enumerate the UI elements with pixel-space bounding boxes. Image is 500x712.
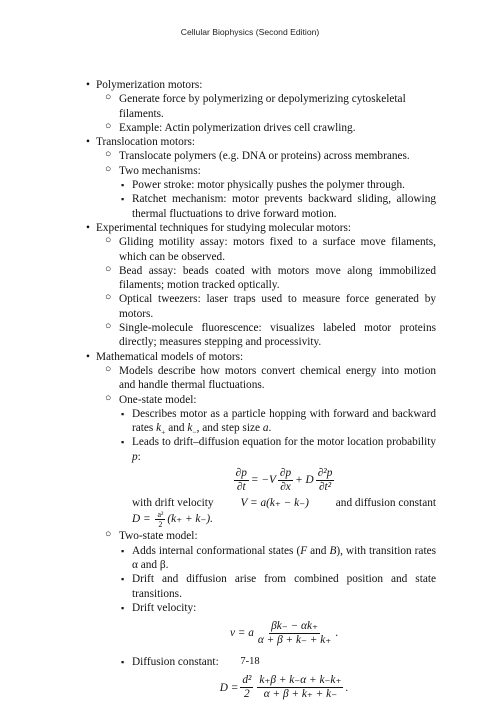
bullet-dot-icon: • <box>86 79 90 91</box>
fraction: $\frac{\partial p}{\partial x}$ <box>279 467 292 494</box>
math-sub: − <box>192 427 197 437</box>
circle-bullet-icon: ○ <box>105 363 112 375</box>
list-item-experimental <box>86 221 436 350</box>
section-title: Mathematical models of motors: <box>96 350 244 363</box>
section-title: Polymerization motors: <box>96 79 203 91</box>
sub-list <box>96 364 436 701</box>
item-text: Drift velocity: <box>132 601 197 614</box>
item-text: Leads to drift–diffusion equation for the motor location probability <box>132 436 436 449</box>
list-item-one-state <box>96 393 436 530</box>
list-item-two-state <box>96 529 436 701</box>
math-var: p <box>132 450 138 463</box>
item-text: and <box>165 422 188 435</box>
item-text: and diffusion constant <box>335 497 436 510</box>
circle-bullet-icon: ○ <box>105 235 112 247</box>
list-item <box>96 292 436 321</box>
circle-bullet-icon: ○ <box>105 392 112 404</box>
diffusion-constant-equation <box>132 674 436 701</box>
page-body <box>86 78 436 701</box>
item-text: . <box>268 422 272 435</box>
sub-list <box>96 235 436 349</box>
circle-bullet-icon: ○ <box>105 149 112 161</box>
item-text: Single-molecule fluorescence: visualizes labeled motor proteins directly; measures stepping and processivity. <box>119 322 436 349</box>
running-header: Cellular Biophysics (Second Edition) <box>180 27 320 37</box>
math-sub: + <box>161 427 166 437</box>
list-item <box>96 235 436 264</box>
list-item-polymerization <box>86 78 436 135</box>
list-item <box>96 164 436 221</box>
list-item <box>96 121 436 135</box>
page-number: 7-18 <box>240 656 260 667</box>
item-text: Adds internal conformational states ( <box>132 544 301 557</box>
velocity-expression: V = a(k₊ − k₋) <box>240 497 309 510</box>
sub-sub-list <box>119 544 436 702</box>
square-bullet-icon: ▪ <box>121 180 125 191</box>
item-text: Models describe how motors convert chemical energy into motion and handle thermal fluctuations. <box>119 364 436 392</box>
fraction: $\frac{\beta k_- - \alpha k_+}{\alpha + \beta + k_- + k_+}$ <box>257 620 332 647</box>
circle-bullet-icon: ○ <box>105 92 112 104</box>
list-item <box>119 407 436 436</box>
drift-velocity-line <box>132 496 436 510</box>
list-item-models <box>86 350 436 702</box>
fraction: $\frac{\text{∂²p}}{\text{∂t²}}$ <box>317 467 333 494</box>
item-text: Example: Actin polymerization drives cell crawling. <box>119 121 356 134</box>
eq-text: D = <box>132 513 151 526</box>
list-item <box>96 149 436 163</box>
item-text: Bead assay: beads coated with motors move along immobilized filaments; motion tracked optically. <box>119 264 436 292</box>
item-text: Ratchet mechanism: motor prevents backward sliding, allowing thermal fluctuations to drive forward motion. <box>132 193 436 220</box>
section-title: Translocation motors: <box>96 136 196 149</box>
sub-sub-list <box>119 407 436 529</box>
item-text: Two mechanisms: <box>119 164 201 177</box>
item-text: One-state model: <box>119 393 197 406</box>
list-item <box>119 601 436 647</box>
eq-text: . <box>335 627 339 640</box>
sub-sub-list <box>119 178 436 221</box>
fraction: $\frac{\partial p}{\partial t}$ <box>235 467 247 494</box>
list-item <box>119 572 436 601</box>
math-var: k <box>187 422 193 435</box>
fraction: $\frac{\text{d²}}{2}$ <box>242 674 252 701</box>
math-var: B <box>329 544 337 557</box>
list-item <box>119 192 436 221</box>
list-item <box>119 435 436 529</box>
item-text: , and step size <box>196 422 263 435</box>
square-bullet-icon: ▪ <box>121 408 125 419</box>
eq-text: (k₊ + k₋). <box>167 513 213 526</box>
fraction: $\frac{k_+\beta + k_-\alpha + k_-k_+}{\alpha + \beta + k_+ + k_-}$ <box>259 674 342 701</box>
item-text: Gliding motility assay: motors fixed to a surface move filaments, which can be observed. <box>119 236 436 263</box>
square-bullet-icon: ▪ <box>121 657 125 668</box>
item-text: Describes motor as a particle hopping with forward and backward rates <box>132 407 436 435</box>
sub-list <box>96 92 436 135</box>
item-text: with drift velocity <box>132 497 214 510</box>
item-text: ), with transition rates α and β. <box>132 544 436 571</box>
square-bullet-icon: ▪ <box>121 574 125 585</box>
square-bullet-icon: ▪ <box>121 545 125 556</box>
eq-text: . <box>345 681 349 694</box>
item-text: Generate force by polymerizing or depolymerizing cytoskeletal filaments. <box>119 93 406 120</box>
square-bullet-icon: ▪ <box>121 194 125 205</box>
circle-bullet-icon: ○ <box>105 321 112 333</box>
item-text: Drift and diffusion arise from combined position and state transitions. <box>132 573 436 600</box>
square-bullet-icon: ▪ <box>121 602 125 613</box>
item-text: Two-state model: <box>119 530 198 543</box>
list-item <box>119 544 436 573</box>
diffusion-constant-line <box>132 510 436 529</box>
math-var: k <box>156 422 162 435</box>
math-var: F <box>300 544 308 557</box>
item-text: Power stroke: motor physically pushes the polymer through. <box>132 179 405 192</box>
square-bullet-icon: ▪ <box>121 437 125 448</box>
bullet-dot-icon: • <box>86 221 90 234</box>
section-title: Experimental techniques for studying molecular motors: <box>96 221 352 234</box>
list-item <box>96 364 436 393</box>
circle-bullet-icon: ○ <box>105 263 112 275</box>
circle-bullet-icon: ○ <box>105 292 112 304</box>
eq-text: + D <box>295 474 314 487</box>
item-text: : <box>137 450 141 463</box>
drift-diffusion-equation <box>132 467 436 494</box>
circle-bullet-icon: ○ <box>105 529 112 541</box>
drift-velocity-equation <box>132 620 436 647</box>
sub-list <box>96 149 436 220</box>
bullet-dot-icon: • <box>86 350 90 363</box>
main-bullet-list <box>86 78 436 701</box>
eq-text: D = <box>219 681 239 694</box>
item-text: Diffusion constant: <box>132 656 219 669</box>
item-text: and <box>307 544 330 557</box>
eq-text: v = a <box>229 627 254 640</box>
fraction: $\frac{\text{a²}}{2}$ <box>157 510 164 530</box>
circle-bullet-icon: ○ <box>105 120 112 132</box>
list-item <box>119 178 436 192</box>
math-var: a <box>262 422 269 435</box>
list-item <box>96 321 436 350</box>
eq-text: = −V <box>250 474 276 487</box>
list-item-translocation <box>86 135 436 221</box>
item-text: Optical tweezers: laser traps used to measure force generated by motors. <box>119 293 436 320</box>
circle-bullet-icon: ○ <box>105 163 112 175</box>
list-item <box>96 264 436 293</box>
bullet-dot-icon: • <box>86 136 90 149</box>
list-item <box>96 92 436 121</box>
item-text: Translocate polymers (e.g. DNA or proteins) across membranes. <box>119 150 410 163</box>
